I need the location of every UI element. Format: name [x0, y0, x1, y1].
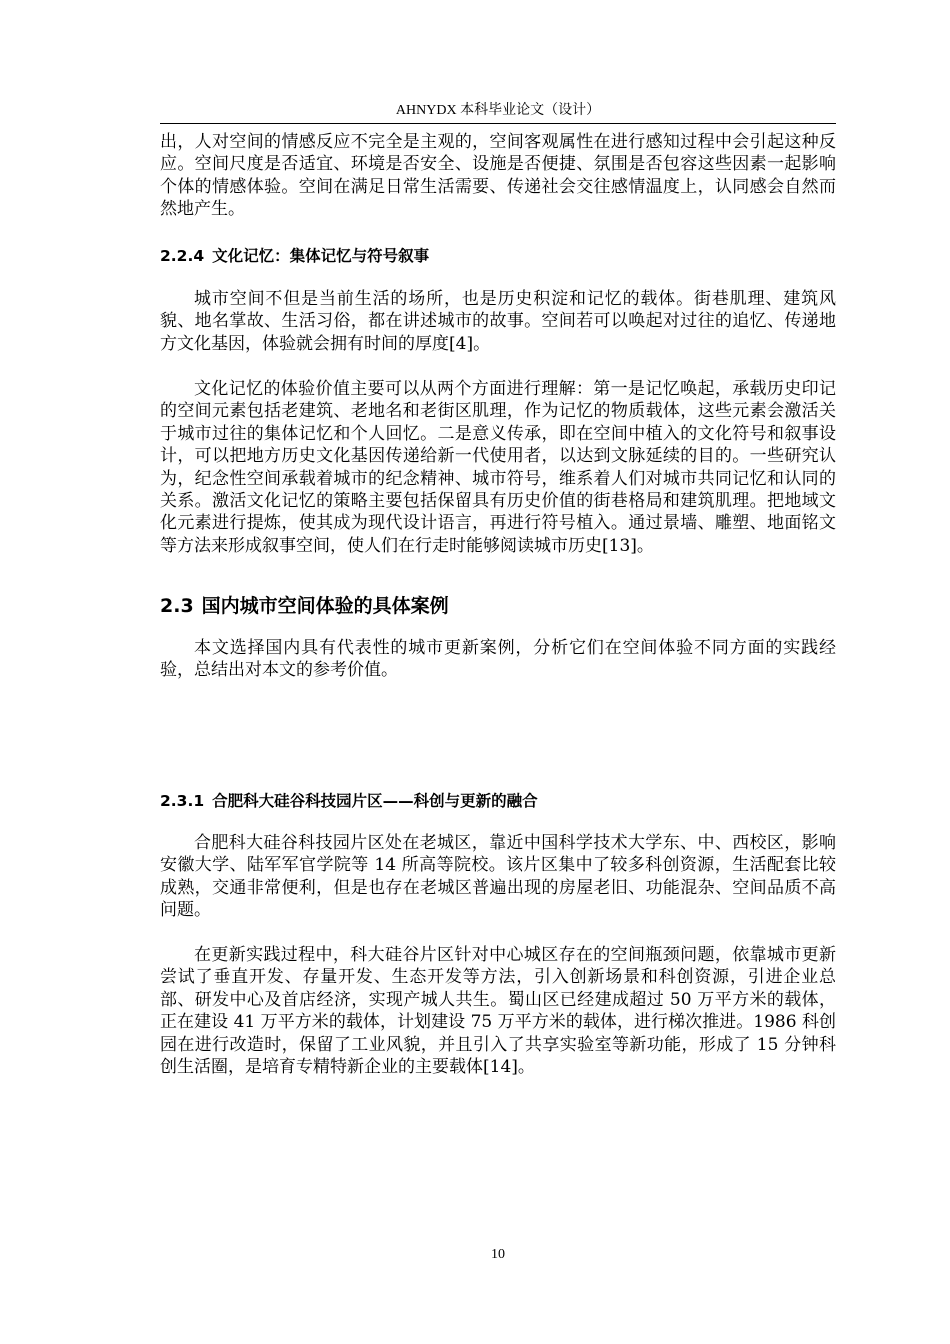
heading-number: 2.3.1	[160, 792, 205, 810]
heading-number: 2.3	[160, 595, 194, 617]
paragraph-cultural-memory-value: 文化记忆的体验价值主要可以从两个方面进行理解：第一是记忆唤起，承载历史印记的空间元素包括老建筑、老地名和老街区肌理，作为记忆的物质载体，这些元素会激活关于城市过往的集体记忆和个人回忆。二是意义传承，即在空间中植入的文化符号和叙事设计，可以把地方历史文化基因传递给新一代使用者，以达到文脉延续的目的。一些研究认为，纪念性空间承载着城市的纪念精神、城市符号，维系着人们对城市共同记忆和认同的关系。激活文化记忆的策略主要包括保留具有历史价值的街巷格局和建筑肌理。把地域文化元素进行提炼，使其成为现代设计语言，再进行符号植入。通过景墙、雕塑、地面铭文等方法来形成叙事空间，使人们在行走时能够阅读城市历史[13]。	[160, 379, 836, 556]
section-heading-2-3	[160, 594, 449, 618]
section-heading-2-2-4	[160, 246, 429, 266]
running-header: AHNYDX 本科毕业论文（设计）	[395, 103, 601, 118]
paragraph-hefei-overview: 合肥科大硅谷科技园片区处在老城区，靠近中国科学技术大学东、中、西校区，影响安徽大学、陆军军官学院等 14 所高等院校。该片区集中了较多科创资源，生活配套比较成熟，交通非常便利，但是也存在老城区普遍出现的房屋老旧、功能混杂、空间品质不高问题。	[160, 833, 836, 921]
heading-title: 国内城市空间体验的具体案例	[201, 595, 449, 617]
page-number: 10	[491, 1247, 505, 1262]
heading-title: 合肥科大硅谷科技园片区——科创与更新的融合	[212, 792, 538, 810]
paragraph-cultural-memory-intro: 城市空间不但是当前生活的场所，也是历史积淀和记忆的载体。街巷肌理、建筑风貌、地名掌故、生活习俗，都在讲述城市的故事。空间若可以唤起对过往的追忆、传递地方文化基因，体验就会拥有时间的厚度[4]。	[160, 289, 836, 354]
section-heading-2-3-1	[160, 791, 538, 811]
paragraph-hefei-practice: 在更新实践过程中，科大硅谷片区针对中心城区存在的空间瓶颈问题，依靠城市更新尝试了垂直开发、存量开发、生态开发等方法，引入创新场景和科创资源，引进企业总部、研发中心及首店经济，实现产城人共生。蜀山区已经建成超过 50 万平方米的载体，正在建设 41 万平方米的载体，计划建设 75 万平方米的载体，进行梯次推进。1986 科创园在进行改造时，保留了工业风貌，并且引入了共享实验室等新功能，形成了 15 分钟科创生活圈，是培育专精特新企业的主要载体[14]。	[160, 945, 836, 1078]
heading-number: 2.2.4	[160, 247, 205, 265]
header-rule	[160, 123, 836, 124]
paragraph-continuation: 出，人对空间的情感反应不完全是主观的，空间客观属性在进行感知过程中会引起这种反应。空间尺度是否适宜、环境是否安全、设施是否便捷、氛围是否包容这些因素一起影响个体的情感体验。空间在满足日常生活需要、传递社会交往感情温度上，认同感会自然而然地产生。	[160, 132, 836, 220]
heading-title: 文化记忆：集体记忆与符号叙事	[212, 247, 430, 265]
paragraph-case-intro: 本文选择国内具有代表性的城市更新案例，分析它们在空间体验不同方面的实践经验，总结出对本文的参考价值。	[160, 638, 836, 681]
